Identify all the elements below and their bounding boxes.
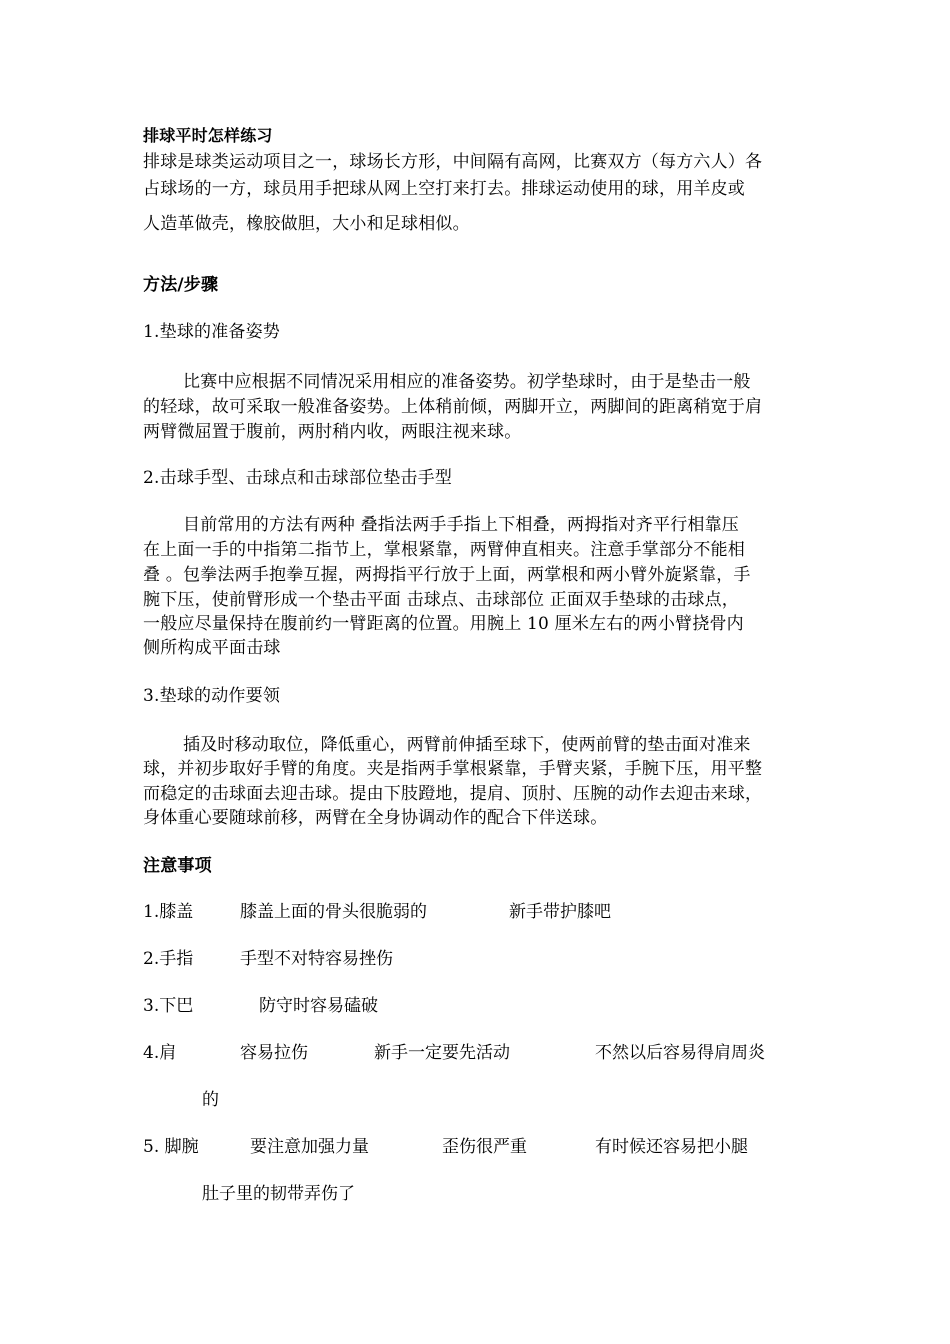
note-label: 4.肩: [143, 1043, 177, 1063]
step-text-line: 比赛中应根据不同情况采用相应的准备姿势。初学垫球时，由于是垫击一般: [183, 372, 751, 392]
intro-line: 占球场的一方，球员用手把球从网上空打来打去。排球运动使用的球，用羊皮或: [143, 179, 745, 199]
note-continuation: 的: [202, 1090, 219, 1110]
note-text: 不然以后容易得肩周炎: [595, 1043, 765, 1063]
step-text-line: 腕下压，使前臂形成一个垫击平面 击球点、击球部位 正面双手垫球的击球点，: [143, 590, 740, 610]
methods-heading: 方法/步骤: [143, 275, 219, 295]
notes-heading: 注意事项: [143, 856, 212, 876]
step-text-line: 叠 。包拳法两手抱拳互握，两拇指平行放于上面，两掌根和两小臂外旋紧靠，手: [143, 565, 751, 585]
step-text-line: 两臂微屈置于腹前，两肘稍内收，两眼注视来球。: [143, 422, 522, 442]
intro-line: 人造革做壳，橡胶做胆，大小和足球相似。: [143, 214, 470, 234]
note-text: 容易拉伤: [240, 1043, 308, 1063]
note-label: 1.膝盖: [143, 902, 194, 922]
document-title: 排球平时怎样练习: [143, 126, 273, 145]
note-continuation: 肚子里的韧带弄伤了: [202, 1184, 355, 1204]
intro-line: 排球是球类运动项目之一，球场长方形，中间隔有高网，比赛双方（每方六人）各: [143, 152, 763, 172]
step-text-line: 球，并初步取好手臂的角度。夹是指两手掌根紧靠，手臂夹紧，手腕下压，用平整: [143, 759, 763, 779]
note-text: 有时候还容易把小腿: [595, 1137, 748, 1157]
step-text-line: 目前常用的方法有两种 叠指法两手手指上下相叠，两拇指对齐平行相靠压: [183, 515, 740, 535]
step-text-line: 侧所构成平面击球: [143, 638, 281, 658]
step-heading: 2.击球手型、击球点和击球部位垫击手型: [143, 468, 453, 488]
note-label: 2.手指: [143, 949, 194, 969]
note-text: 新手带护膝吧: [509, 902, 611, 922]
note-text: 手型不对特容易挫伤: [240, 949, 393, 969]
note-label: 5. 脚腕: [143, 1137, 199, 1157]
step-heading: 3.垫球的动作要领: [143, 686, 281, 706]
note-text: 防守时容易磕破: [259, 996, 378, 1016]
step-heading: 1.垫球的准备姿势: [143, 322, 281, 342]
step-text-line: 在上面一手的中指第二指节上，掌根紧靠，两臂伸直相夹。注意手掌部分不能相: [143, 540, 745, 560]
note-text: 新手一定要先活动: [374, 1043, 510, 1063]
note-text: 膝盖上面的骨头很脆弱的: [240, 902, 427, 922]
step-text-line: 而稳定的击球面去迎击球。提由下肢蹬地，提肩、顶肘、压腕的动作去迎击来球，: [143, 784, 763, 804]
note-label: 3.下巴: [143, 996, 194, 1016]
step-text-line: 一般应尽量保持在腹前约一臂距离的位置。用腕上 10 厘米左右的两小臂挠骨内: [143, 614, 744, 634]
step-text-line: 的轻球，故可采取一般准备姿势。上体稍前倾，两脚开立，两脚间的距离稍宽于肩: [143, 397, 763, 417]
step-text-line: 插及时移动取位，降低重心，两臂前伸插至球下，使两前臂的垫击面对准来: [183, 735, 751, 755]
note-text: 歪伤很严重: [442, 1137, 527, 1157]
step-text-line: 身体重心要随球前移，两臂在全身协调动作的配合下伴送球。: [143, 808, 608, 828]
note-text: 要注意加强力量: [250, 1137, 369, 1157]
